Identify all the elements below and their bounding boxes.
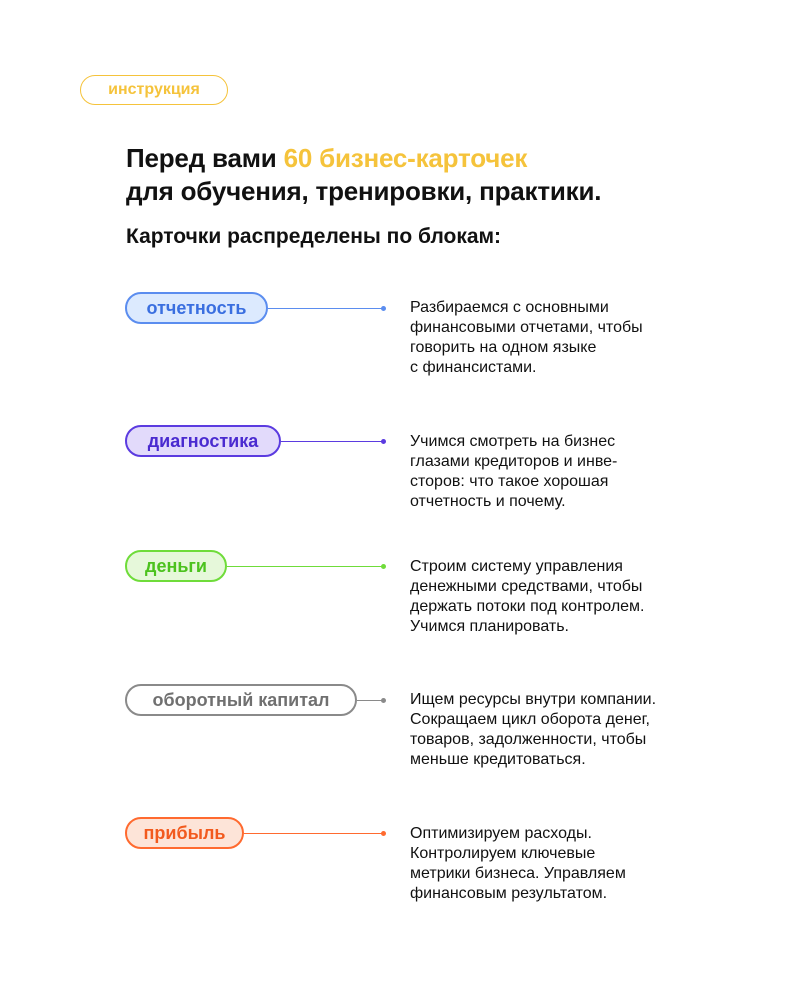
block-connector-dot-profit	[381, 831, 386, 836]
block-description-reporting: Разбираемся с основными финансовыми отчетами, чтобы говорить на одном языке с финансистами.	[410, 299, 643, 376]
block-description-diagnostics: Учимся смотреть на бизнес глазами кредиторов и инве- сторов: что такое хорошая отчетность и почему.	[410, 433, 618, 510]
block-connector-profit	[244, 833, 382, 834]
instruction-tag: инструкция	[80, 75, 228, 105]
block-connector-dot-diagnostics	[381, 439, 386, 444]
block-pill-diagnostics: диагностика	[125, 425, 281, 457]
block-connector-dot-money	[381, 564, 386, 569]
block-description-money: Строим систему управления денежными средствами, чтобы держать потоки под контролем. Учимся планировать.	[410, 558, 645, 635]
block-pill-working-capital: оборотный капитал	[125, 684, 357, 716]
title-prefix: Перед вами	[126, 143, 284, 173]
block-description-profit: Оптимизируем расходы. Контролируем ключевые метрики бизнеса. Управляем финансовым результатом.	[410, 825, 626, 902]
block-connector-reporting	[268, 308, 382, 309]
block-pill-money: деньги	[125, 550, 227, 582]
block-pill-profit: прибыль	[125, 817, 244, 849]
title-line-2: для обучения, тренировки, практики.	[126, 176, 602, 206]
block-description-working-capital: Ищем ресурсы внутри компании. Сокращаем цикл оборота денег, товаров, задолженности, чтобы меньше кредитоваться.	[410, 691, 657, 768]
title-highlight: 60 бизнес-карточек	[283, 143, 528, 173]
block-connector-money	[227, 566, 382, 567]
page-title	[126, 142, 601, 208]
block-connector-dot-reporting	[381, 306, 386, 311]
block-connector-dot-working-capital	[381, 698, 386, 703]
blocks-intro: Карточки распределены по блокам:	[126, 225, 502, 248]
block-connector-working-capital	[357, 700, 382, 701]
block-pill-reporting: отчетность	[125, 292, 268, 324]
block-connector-diagnostics	[281, 441, 382, 442]
